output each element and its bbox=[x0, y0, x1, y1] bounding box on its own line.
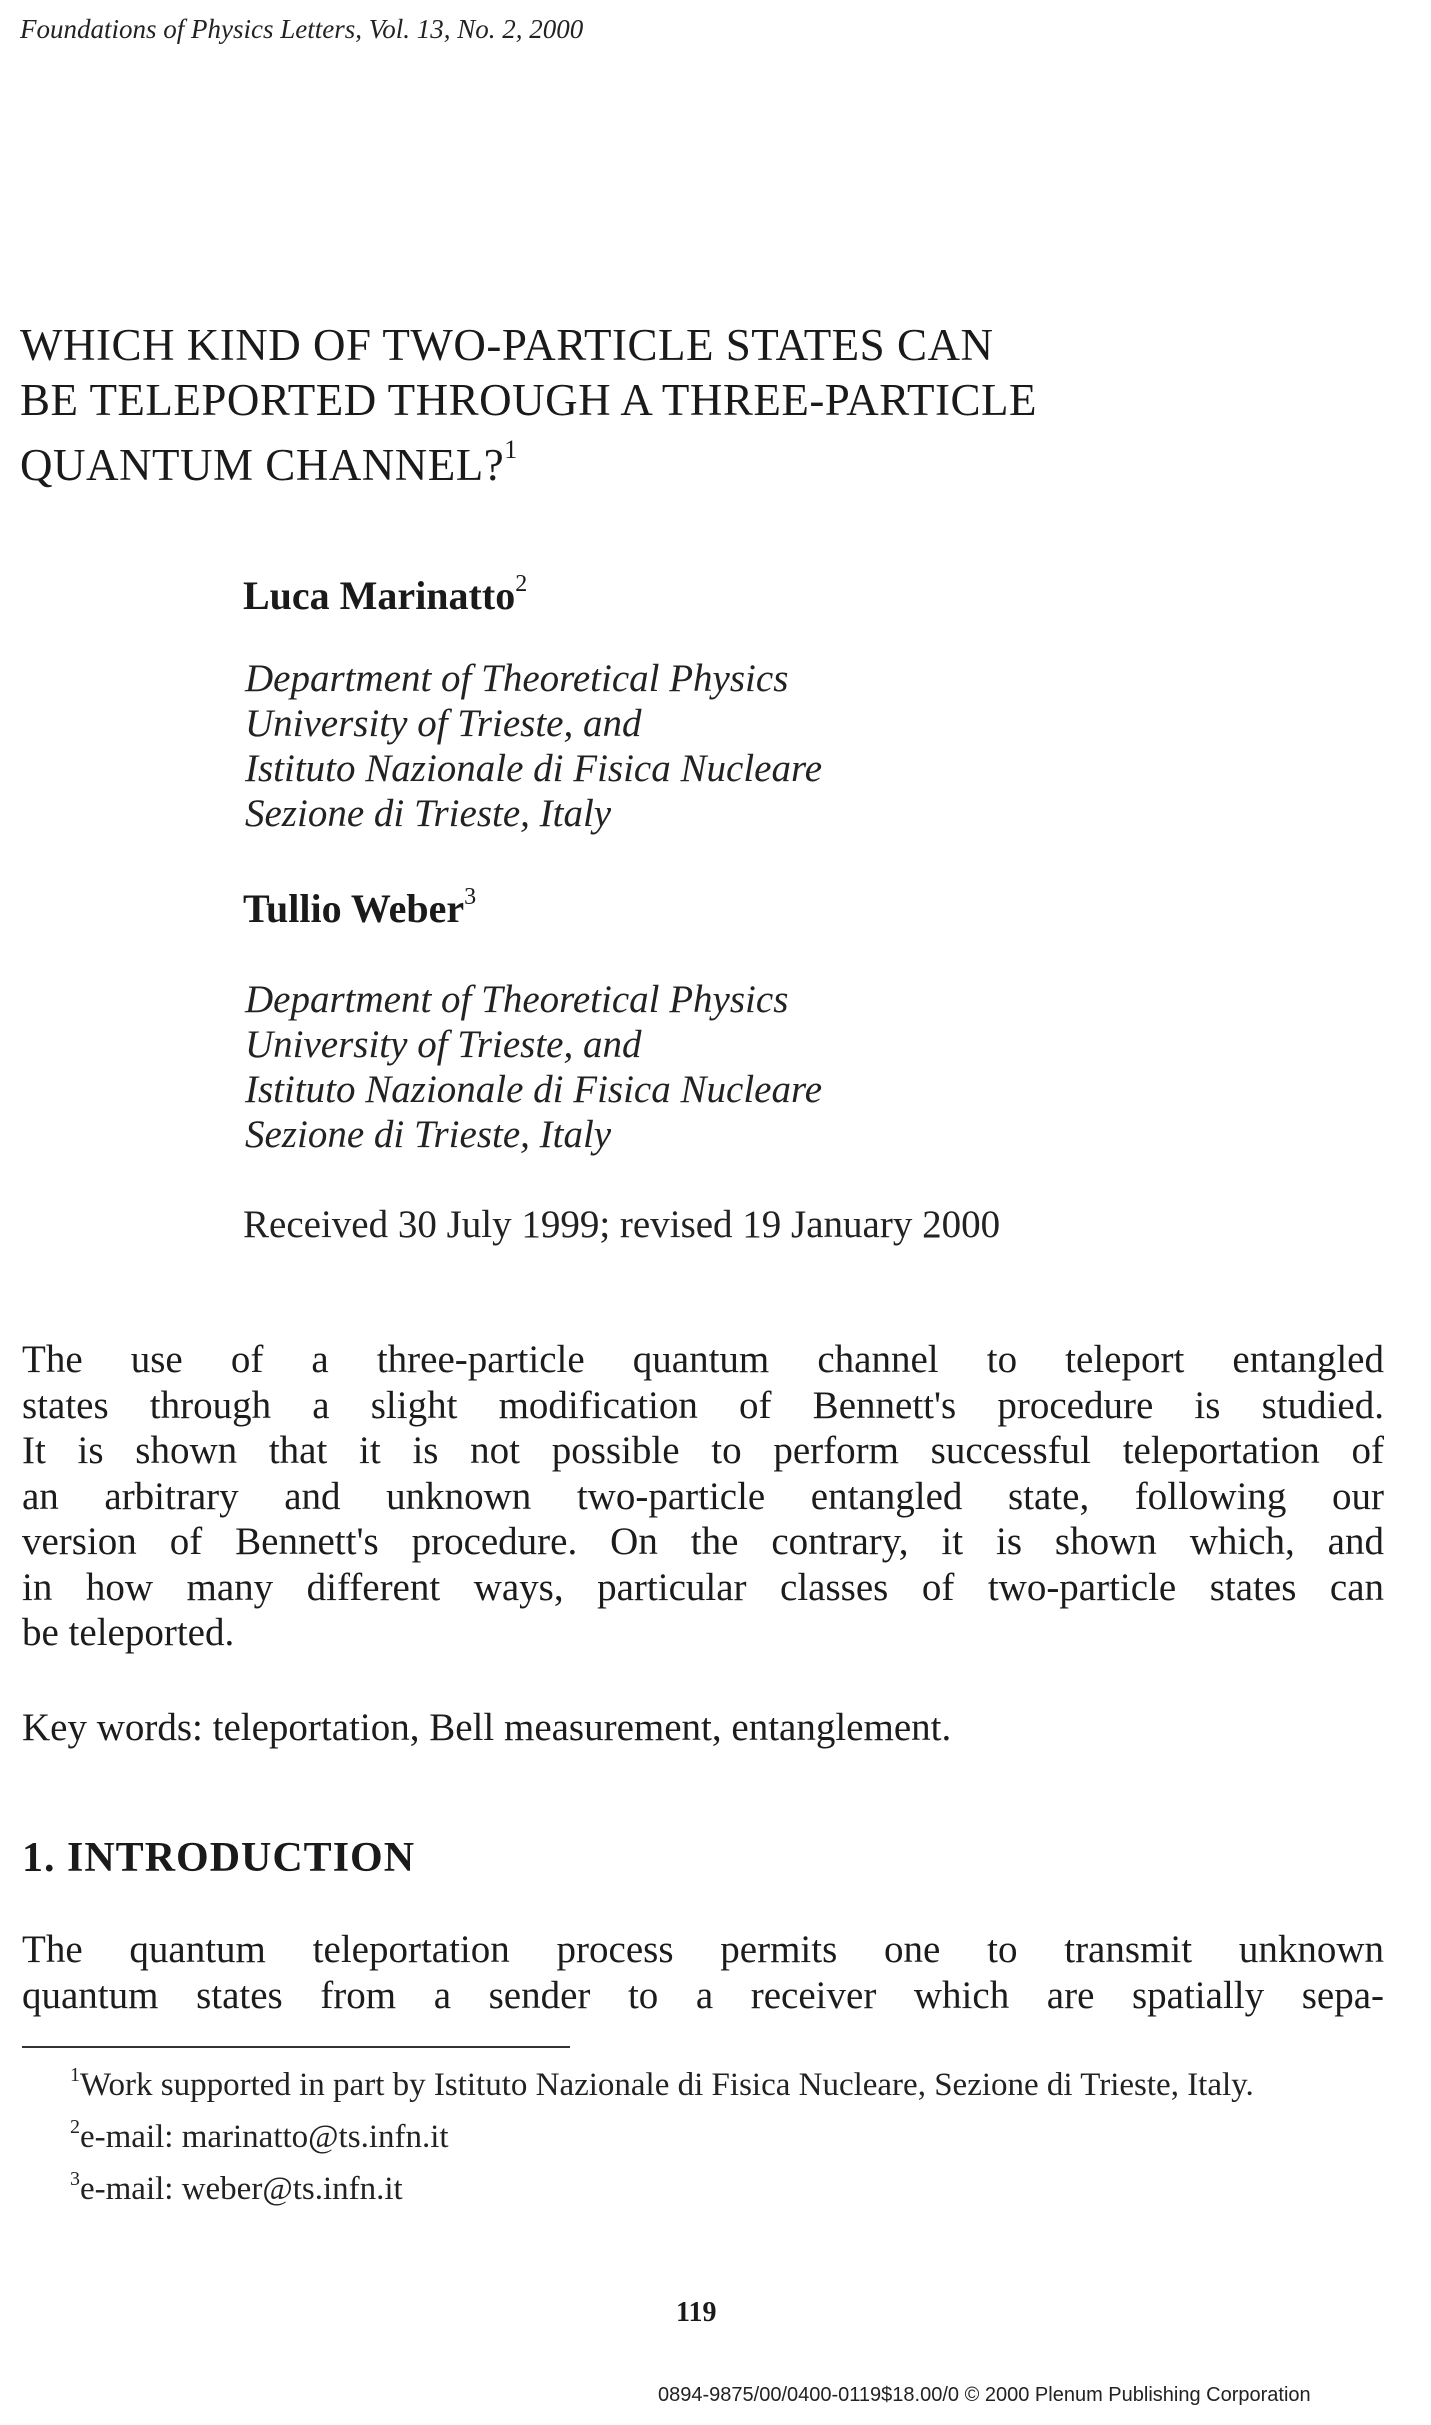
title-line-3-text: QUANTUM CHANNEL? bbox=[20, 440, 505, 490]
affiliation-line: University of Trieste, and bbox=[245, 702, 642, 745]
footnote-1 bbox=[22, 2055, 1384, 2107]
author-1-affiliation bbox=[245, 656, 822, 836]
author-1-name bbox=[243, 572, 527, 619]
author-2-name-text: Tullio Weber bbox=[243, 886, 465, 931]
footnote-3 bbox=[22, 2159, 1384, 2211]
footnotes bbox=[22, 2055, 1384, 2211]
footnote-rule bbox=[22, 2046, 570, 2048]
keywords: Key words: teleportation, Bell measurement, entanglement. bbox=[22, 1706, 952, 1749]
affiliation-line: Istituto Nazionale di Fisica Nucleare bbox=[245, 747, 823, 790]
abstract-line: It is shown that it is not possible to perform successful teleportation of bbox=[22, 1429, 1384, 1472]
affiliation-line: Sezione di Trieste, Italy bbox=[245, 1113, 612, 1156]
author-1-footnote-mark: 2 bbox=[515, 570, 528, 597]
author-2-footnote-mark: 3 bbox=[464, 883, 477, 910]
title-footnote-mark: 1 bbox=[504, 435, 518, 464]
author-1-name-text: Luca Marinatto bbox=[243, 573, 516, 618]
abstract-line: states through a slight modification of Bennett's procedure is studied. bbox=[22, 1383, 1384, 1427]
copyright-line: 0894-9875/00/0400-0119$18.00/0 © 2000 Plenum Publishing Corporation bbox=[658, 2384, 1311, 2406]
paper-title bbox=[20, 318, 1400, 493]
footnote-text: e-mail: marinatto@ts.infn.it bbox=[80, 2119, 449, 2155]
footnote-mark: 1 bbox=[70, 2064, 80, 2086]
affiliation-line: Department of Theoretical Physics bbox=[245, 657, 789, 700]
title-line-2: BE TELEPORTED THROUGH A THREE-PARTICLE bbox=[20, 375, 1037, 425]
footnote-text: e-mail: weber@ts.infn.it bbox=[80, 2171, 403, 2207]
intro-line: quantum states from a sender to a receiver which are spatially sepa- bbox=[22, 1974, 1384, 2017]
abstract bbox=[22, 1337, 1384, 1656]
affiliation-line: Istituto Nazionale di Fisica Nucleare bbox=[245, 1068, 823, 1111]
title-line-3 bbox=[20, 428, 1400, 493]
abstract-line: version of Bennett's procedure. On the contrary, it is shown which, and bbox=[22, 1520, 1384, 1563]
affiliation-line: Department of Theoretical Physics bbox=[245, 978, 789, 1021]
abstract-line: an arbitrary and unknown two-particle entangled state, following our bbox=[22, 1474, 1384, 1518]
received-date: Received 30 July 1999; revised 19 January 2000 bbox=[243, 1203, 1001, 1246]
journal-header: Foundations of Physics Letters, Vol. 13, No. 2, 2000 bbox=[20, 14, 584, 44]
abstract-line: The use of a three-particle quantum channel to teleport entangled bbox=[22, 1338, 1384, 1381]
abstract-line: in how many different ways, particular classes of two-particle states can bbox=[22, 1565, 1384, 1609]
footnote-2 bbox=[22, 2107, 1384, 2159]
author-2-affiliation bbox=[245, 977, 822, 1157]
footnote-text: Work supported in part by Istituto Nazionale di Fisica Nucleare, Sezione di Trieste, Italy. bbox=[80, 2067, 1254, 2103]
page-number: 119 bbox=[676, 2297, 717, 2328]
intro-paragraph bbox=[22, 1927, 1384, 2019]
intro-line: The quantum teleportation process permits one to transmit unknown bbox=[22, 1928, 1384, 1971]
affiliation-line: Sezione di Trieste, Italy bbox=[245, 792, 612, 835]
affiliation-line: University of Trieste, and bbox=[245, 1023, 642, 1066]
section-heading: 1. INTRODUCTION bbox=[22, 1835, 416, 1881]
footnote-mark: 2 bbox=[70, 2116, 80, 2138]
title-line-1: WHICH KIND OF TWO-PARTICLE STATES CAN bbox=[20, 320, 994, 370]
footnote-mark: 3 bbox=[70, 2168, 80, 2190]
author-2-name bbox=[243, 885, 476, 932]
abstract-line: be teleported. bbox=[22, 1611, 235, 1654]
